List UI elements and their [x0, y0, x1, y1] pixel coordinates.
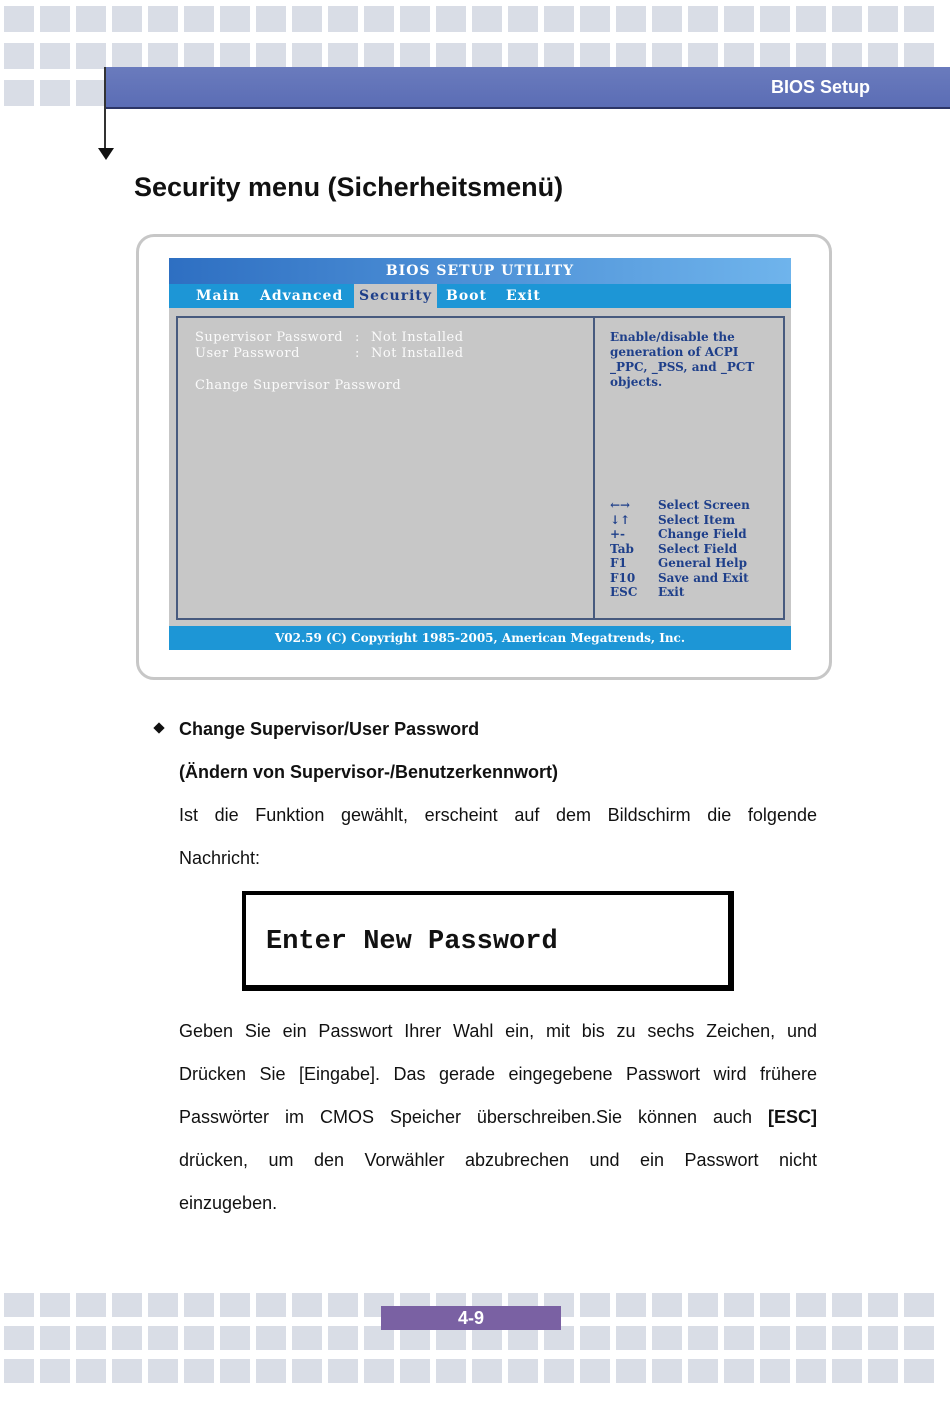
decorative-tile [292, 6, 322, 32]
down-arrow-icon [98, 148, 114, 160]
decorative-tile [220, 1359, 250, 1383]
key-label: F1 [610, 556, 627, 570]
decorative-tile [580, 1326, 610, 1350]
paragraph-line [179, 1107, 817, 1128]
decorative-tile [796, 43, 826, 69]
key-label: Tab [610, 541, 634, 556]
bios-help-text: Enable/disable the generation of ACPI _PPC, _PSS, and _PCT objects. [610, 330, 755, 389]
esc-key-label: [ESC] [767, 1107, 817, 1127]
decorative-tile [328, 43, 358, 69]
decorative-tile [184, 6, 214, 32]
decorative-tile [688, 1293, 718, 1317]
decorative-tile [148, 6, 178, 32]
intro-text-line: Nachricht: [179, 848, 261, 868]
decorative-tile [4, 1359, 34, 1383]
decorative-tile [4, 43, 34, 69]
decorative-tile [904, 6, 934, 32]
decorative-tile [220, 6, 250, 32]
decorative-tile [400, 43, 430, 69]
decorative-tile [184, 1359, 214, 1383]
decorative-tile [724, 1359, 754, 1383]
decorative-tile [364, 1359, 394, 1383]
setting-label: Supervisor Password [195, 330, 344, 345]
decorative-tile [796, 1293, 826, 1317]
page-header-bar [106, 67, 950, 109]
decorative-tile [76, 1359, 106, 1383]
decorative-tile [112, 1326, 142, 1350]
decorative-tile [904, 1359, 934, 1383]
page-header-title: BIOS Setup [770, 77, 870, 97]
change-supervisor-password-item[interactable]: Change Supervisor Password [195, 378, 402, 393]
decorative-tile [148, 43, 178, 69]
decorative-tile [40, 1293, 70, 1317]
bios-menu-bar [169, 284, 791, 308]
decorative-tile [148, 1326, 178, 1350]
setting-value: Not Installed [371, 330, 464, 345]
decorative-tile [760, 1326, 790, 1350]
decorative-tile [4, 1293, 34, 1317]
decorative-tile [472, 1359, 502, 1383]
decorative-tile [724, 1326, 754, 1350]
decorative-tile [112, 1359, 142, 1383]
decorative-tile [832, 43, 862, 69]
decorative-tile [148, 1359, 178, 1383]
decorative-tile [256, 43, 286, 69]
decorative-tile [832, 1359, 862, 1383]
decorative-tile [184, 1326, 214, 1350]
decorative-tile [40, 6, 70, 32]
decorative-tile [364, 6, 394, 32]
decorative-tile [76, 6, 106, 32]
page-number: 4-9 [381, 1306, 561, 1330]
decorative-tile [796, 6, 826, 32]
decorative-tile [364, 43, 394, 69]
decorative-tile [688, 1326, 718, 1350]
decorative-tile [688, 6, 718, 32]
key-description: Select Field [658, 541, 738, 556]
bios-tab-boot[interactable]: Boot [446, 288, 487, 304]
decorative-tile [652, 1293, 682, 1317]
key-label: ↓↑ [610, 512, 631, 527]
decorative-tile [760, 43, 790, 69]
decorative-tile [868, 43, 898, 69]
paragraph-text: Passwörter im CMOS Speicher überschreiben.Sie können auch [179, 1107, 753, 1127]
key-description: Save and Exit [658, 570, 749, 585]
decorative-tile [832, 1326, 862, 1350]
decorative-tile [112, 43, 142, 69]
bios-title: BIOS SETUP UTILITY [169, 258, 791, 284]
supervisor-password-row [195, 330, 464, 345]
key-description: Exit [658, 585, 685, 599]
decorative-tile [868, 1326, 898, 1350]
decorative-tile [292, 43, 322, 69]
decorative-tile [40, 80, 70, 106]
decorative-tile [472, 6, 502, 32]
decorative-tile [436, 1359, 466, 1383]
decorative-tile [688, 43, 718, 69]
decorative-tile [400, 1359, 430, 1383]
decorative-tile [76, 80, 106, 106]
decorative-tile [652, 1326, 682, 1350]
decorative-tile [184, 43, 214, 69]
user-password-row [195, 346, 464, 361]
decorative-tile [220, 1293, 250, 1317]
bullet-subheading: (Ändern von Supervisor-/Benutzerkennwort) [179, 762, 559, 782]
bios-tab-security[interactable]: Security [354, 284, 437, 308]
decorative-tile [292, 1326, 322, 1350]
decorative-tile [616, 1359, 646, 1383]
setting-separator: : [355, 346, 360, 361]
decorative-tile [652, 1359, 682, 1383]
decorative-tile [220, 43, 250, 69]
decorative-tile [112, 1293, 142, 1317]
decorative-tile [256, 6, 286, 32]
decorative-tile [40, 1359, 70, 1383]
decorative-tile [436, 43, 466, 69]
paragraph-line: einzugeben. [179, 1193, 278, 1213]
decorative-tile [256, 1326, 286, 1350]
decorative-tile [832, 1293, 862, 1317]
key-label: +- [610, 527, 626, 541]
decorative-tile [544, 43, 574, 69]
decorative-tile [652, 43, 682, 69]
decorative-tile [544, 6, 574, 32]
section-title: Security menu (Sicherheitsmenü) [134, 172, 564, 202]
decorative-tile [4, 1326, 34, 1350]
setting-value: Not Installed [371, 346, 464, 361]
bios-screen [169, 258, 791, 650]
decorative-tile [256, 1359, 286, 1383]
decorative-tile [328, 1293, 358, 1317]
decorative-tile [904, 1293, 934, 1317]
key-description: Select Item [658, 512, 736, 527]
bios-panel-divider [593, 316, 595, 618]
key-label: ←→ [610, 498, 631, 512]
intro-text-line: Ist die Funktion gewählt, erscheint auf dem Bildschirm die folgende [179, 805, 817, 825]
key-description: General Help [658, 556, 747, 570]
key-label: ESC [610, 585, 638, 599]
decorative-tile [616, 6, 646, 32]
decorative-tile [904, 43, 934, 69]
decorative-tile [328, 6, 358, 32]
key-description: Change Field [658, 527, 747, 541]
setting-label: User Password [195, 346, 300, 361]
decorative-tile [580, 43, 610, 69]
decorative-tile [688, 1359, 718, 1383]
decorative-tile [760, 1359, 790, 1383]
decorative-tile [508, 6, 538, 32]
decorative-tile [292, 1359, 322, 1383]
decorative-tile [220, 1326, 250, 1350]
decorative-tile [400, 6, 430, 32]
decorative-tile [580, 6, 610, 32]
decorative-tile [796, 1359, 826, 1383]
decorative-tile [616, 43, 646, 69]
decorative-tile [544, 1359, 574, 1383]
bios-tab-exit[interactable]: Exit [506, 288, 541, 304]
decorative-tile [256, 1293, 286, 1317]
decorative-tile [796, 1326, 826, 1350]
decorative-tile [76, 1293, 106, 1317]
decorative-tile [760, 6, 790, 32]
decorative-tile [328, 1359, 358, 1383]
decorative-tile [184, 1293, 214, 1317]
decorative-tile [40, 43, 70, 69]
key-label: F10 [610, 570, 636, 585]
decorative-tile [328, 1326, 358, 1350]
bios-copyright-footer: V02.59 (C) Copyright 1985-2005, American Megatrends, Inc. [169, 626, 791, 650]
decorative-tile [4, 80, 34, 106]
bios-tab-advanced[interactable]: Advanced [260, 288, 344, 304]
paragraph-line: Drücken Sie [Eingabe]. Das gerade eingegebene Passwort wird frühere [179, 1064, 817, 1084]
password-prompt-text: Enter New Password [266, 927, 558, 957]
decorative-tile [112, 6, 142, 32]
decorative-tile [508, 1359, 538, 1383]
decorative-tile [580, 1359, 610, 1383]
decorative-tile [436, 6, 466, 32]
decorative-tile [724, 43, 754, 69]
decorative-tile [904, 1326, 934, 1350]
decorative-tile [148, 1293, 178, 1317]
decorative-tile [832, 6, 862, 32]
paragraph-line: Geben Sie ein Passwort Ihrer Wahl ein, mit bis zu sechs Zeichen, und [179, 1021, 817, 1041]
decorative-tile [472, 43, 502, 69]
bullet-icon [153, 722, 164, 733]
decorative-tile [40, 1326, 70, 1350]
decorative-tile [76, 43, 106, 69]
decorative-tile [580, 1293, 610, 1317]
paragraph-line: drücken, um den Vorwähler abzubrechen und ein Passwort nicht [179, 1150, 817, 1170]
decorative-tile [652, 6, 682, 32]
decorative-tile [868, 6, 898, 32]
decorative-tile [292, 1293, 322, 1317]
password-prompt-box [242, 891, 734, 991]
bullet-heading: Change Supervisor/User Password [179, 719, 480, 739]
decorative-tile [4, 6, 34, 32]
bios-tab-main[interactable]: Main [196, 288, 241, 304]
decorative-tile [508, 43, 538, 69]
key-description: Select Screen [658, 498, 750, 512]
decorative-tile [868, 1359, 898, 1383]
decorative-tile [616, 1293, 646, 1317]
decorative-tile [616, 1326, 646, 1350]
decorative-tile [868, 1293, 898, 1317]
decorative-tile [724, 1293, 754, 1317]
header-pointer-line [104, 67, 106, 150]
setting-separator: : [355, 330, 360, 345]
decorative-gap [133, 1396, 233, 1423]
decorative-tile [760, 1293, 790, 1317]
decorative-tile [724, 6, 754, 32]
decorative-tile [76, 1326, 106, 1350]
